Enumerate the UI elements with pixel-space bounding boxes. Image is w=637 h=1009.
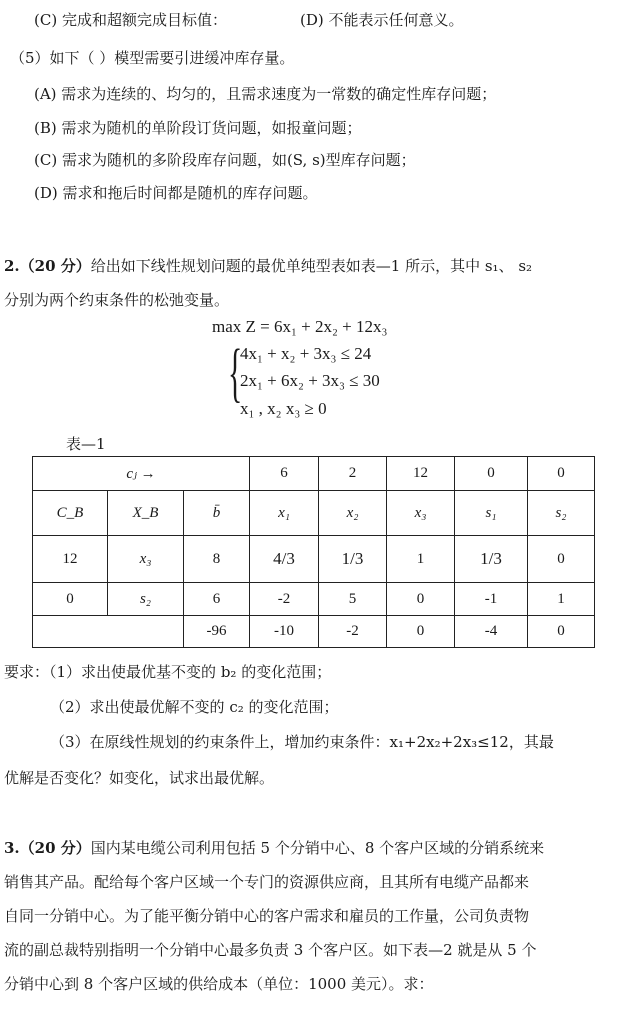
table-cell: 5 [319,583,387,616]
question-5-option-c: (C) 需求为随机的多阶段库存问题，如(S, s)型库存问题； [34,151,416,169]
question-2-stem-text: 给出如下线性规划问题的最优单纯型表如表—1 所示，其中 s₁、 s₂ [90,257,533,275]
question-5-option-a: (A) 需求为连续的、均匀的，且需求速度为一常数的确定性库存问题； [34,85,497,103]
constraint-brace: { [228,336,243,409]
question-2-stem-line2: 分别为两个约束条件的松弛变量。 [4,291,230,309]
header-x2: x₂ [319,491,387,536]
table-caption: 表—1 [66,435,106,453]
requirements-label: 要求： [4,663,50,681]
cj-value: 0 [455,457,528,491]
table-cell: -96 [184,616,250,648]
table-cell: s₂ [108,583,184,616]
option-d-text: (D) 不能表示任何意义。 [300,11,464,29]
table-cell: 0 [528,536,595,583]
table-cell: -2 [319,616,387,648]
simplex-table [32,456,595,648]
question-3-line2: 销售其产品。配给每个客户区域一个专门的资源供应商，且其所有电缆产品都来 [4,873,530,891]
cj-value: 12 [387,457,455,491]
cj-value: 6 [250,457,319,491]
table-cell: 1/3 [319,536,387,583]
cj-value: 2 [319,457,387,491]
question-5-stem: （5）如下（ ）模型需要引进缓冲库存量。 [10,49,295,67]
requirement-2: （2）求出使最优解不变的 c₂ 的变化范围； [50,698,339,716]
table-cell: -1 [455,583,528,616]
question-3-line3: 自同一分销中心。为了能平衡分销中心的客户需求和雇员的工作量，公司负责物 [4,907,530,925]
table-cell: -2 [250,583,319,616]
table-cell: 6 [184,583,250,616]
table-cell: 1/3 [455,536,528,583]
option-c-text: (C) 完成和超额完成目标值： [34,11,227,29]
table-cell: 0 [528,616,595,648]
question-3-line1 [4,838,544,858]
table-cell: x₃ [108,536,184,583]
header-b: b̄ [184,491,250,536]
table-cell: 8 [184,536,250,583]
requirement-3-line1: （3）在原线性规划的约束条件上，增加约束条件：x₁+2x₂+2x₃≤12，其最 [50,733,554,751]
table-cell: 1 [387,536,455,583]
requirement-3-line2: 优解是否变化？如变化，试求出最优解。 [4,769,275,787]
question-2-stem-line1 [4,256,532,276]
constraint-3: x₁ , x₂ x₃ ≥ 0 [240,399,327,418]
cj-label: cⱼ → [126,466,156,482]
question-2-number: 2.（20 分） [4,257,91,275]
table-cell-empty [33,616,184,648]
header-s2: s₂ [528,491,595,536]
table-cell: 0 [387,616,455,648]
header-x1: x₁ [250,491,319,536]
cj-label-cell [33,457,250,491]
question-3-text: 国内某电缆公司利用包括 5 个分销中心、8 个客户区域的分销系统来 [90,839,545,857]
question-3-number: 3.（20 分） [4,839,91,857]
requirement-1-line [4,662,331,682]
question-5-option-d: (D) 需求和拖后时间都是随机的库存问题。 [34,184,318,202]
objective-function: max Z = 6x₁ + 2x₂ + 12x₃ [212,317,388,336]
header-x3: x₃ [387,491,455,536]
requirement-1: （1）求出使最优基不变的 b₂ 的变化范围； [49,663,332,681]
header-s1: s₁ [455,491,528,536]
question-3-line4: 流的副总裁特别指明一个分销中心最多负责 3 个客户区。如下表—2 就是从 5 个 [4,941,537,959]
table-cell: -10 [250,616,319,648]
question-3-line5: 分销中心到 8 个客户区域的供给成本（单位：1000 美元）。求： [4,975,434,993]
constraint-2: 2x₁ + 6x₂ + 3x₃ ≤ 30 [240,371,380,390]
header-xb: X_B [108,491,184,536]
question-5-option-b: (B) 需求为随机的单阶段订货问题，如报童问题； [34,119,362,137]
table-cell: 12 [33,536,108,583]
constraint-1: 4x₁ + x₂ + 3x₃ ≤ 24 [240,344,372,363]
table-cell: -4 [455,616,528,648]
table-cell: 4/3 [250,536,319,583]
table-cell: 0 [387,583,455,616]
header-cb: C_B [33,491,108,536]
table-cell: 1 [528,583,595,616]
cj-value: 0 [528,457,595,491]
table-cell: 0 [33,583,108,616]
